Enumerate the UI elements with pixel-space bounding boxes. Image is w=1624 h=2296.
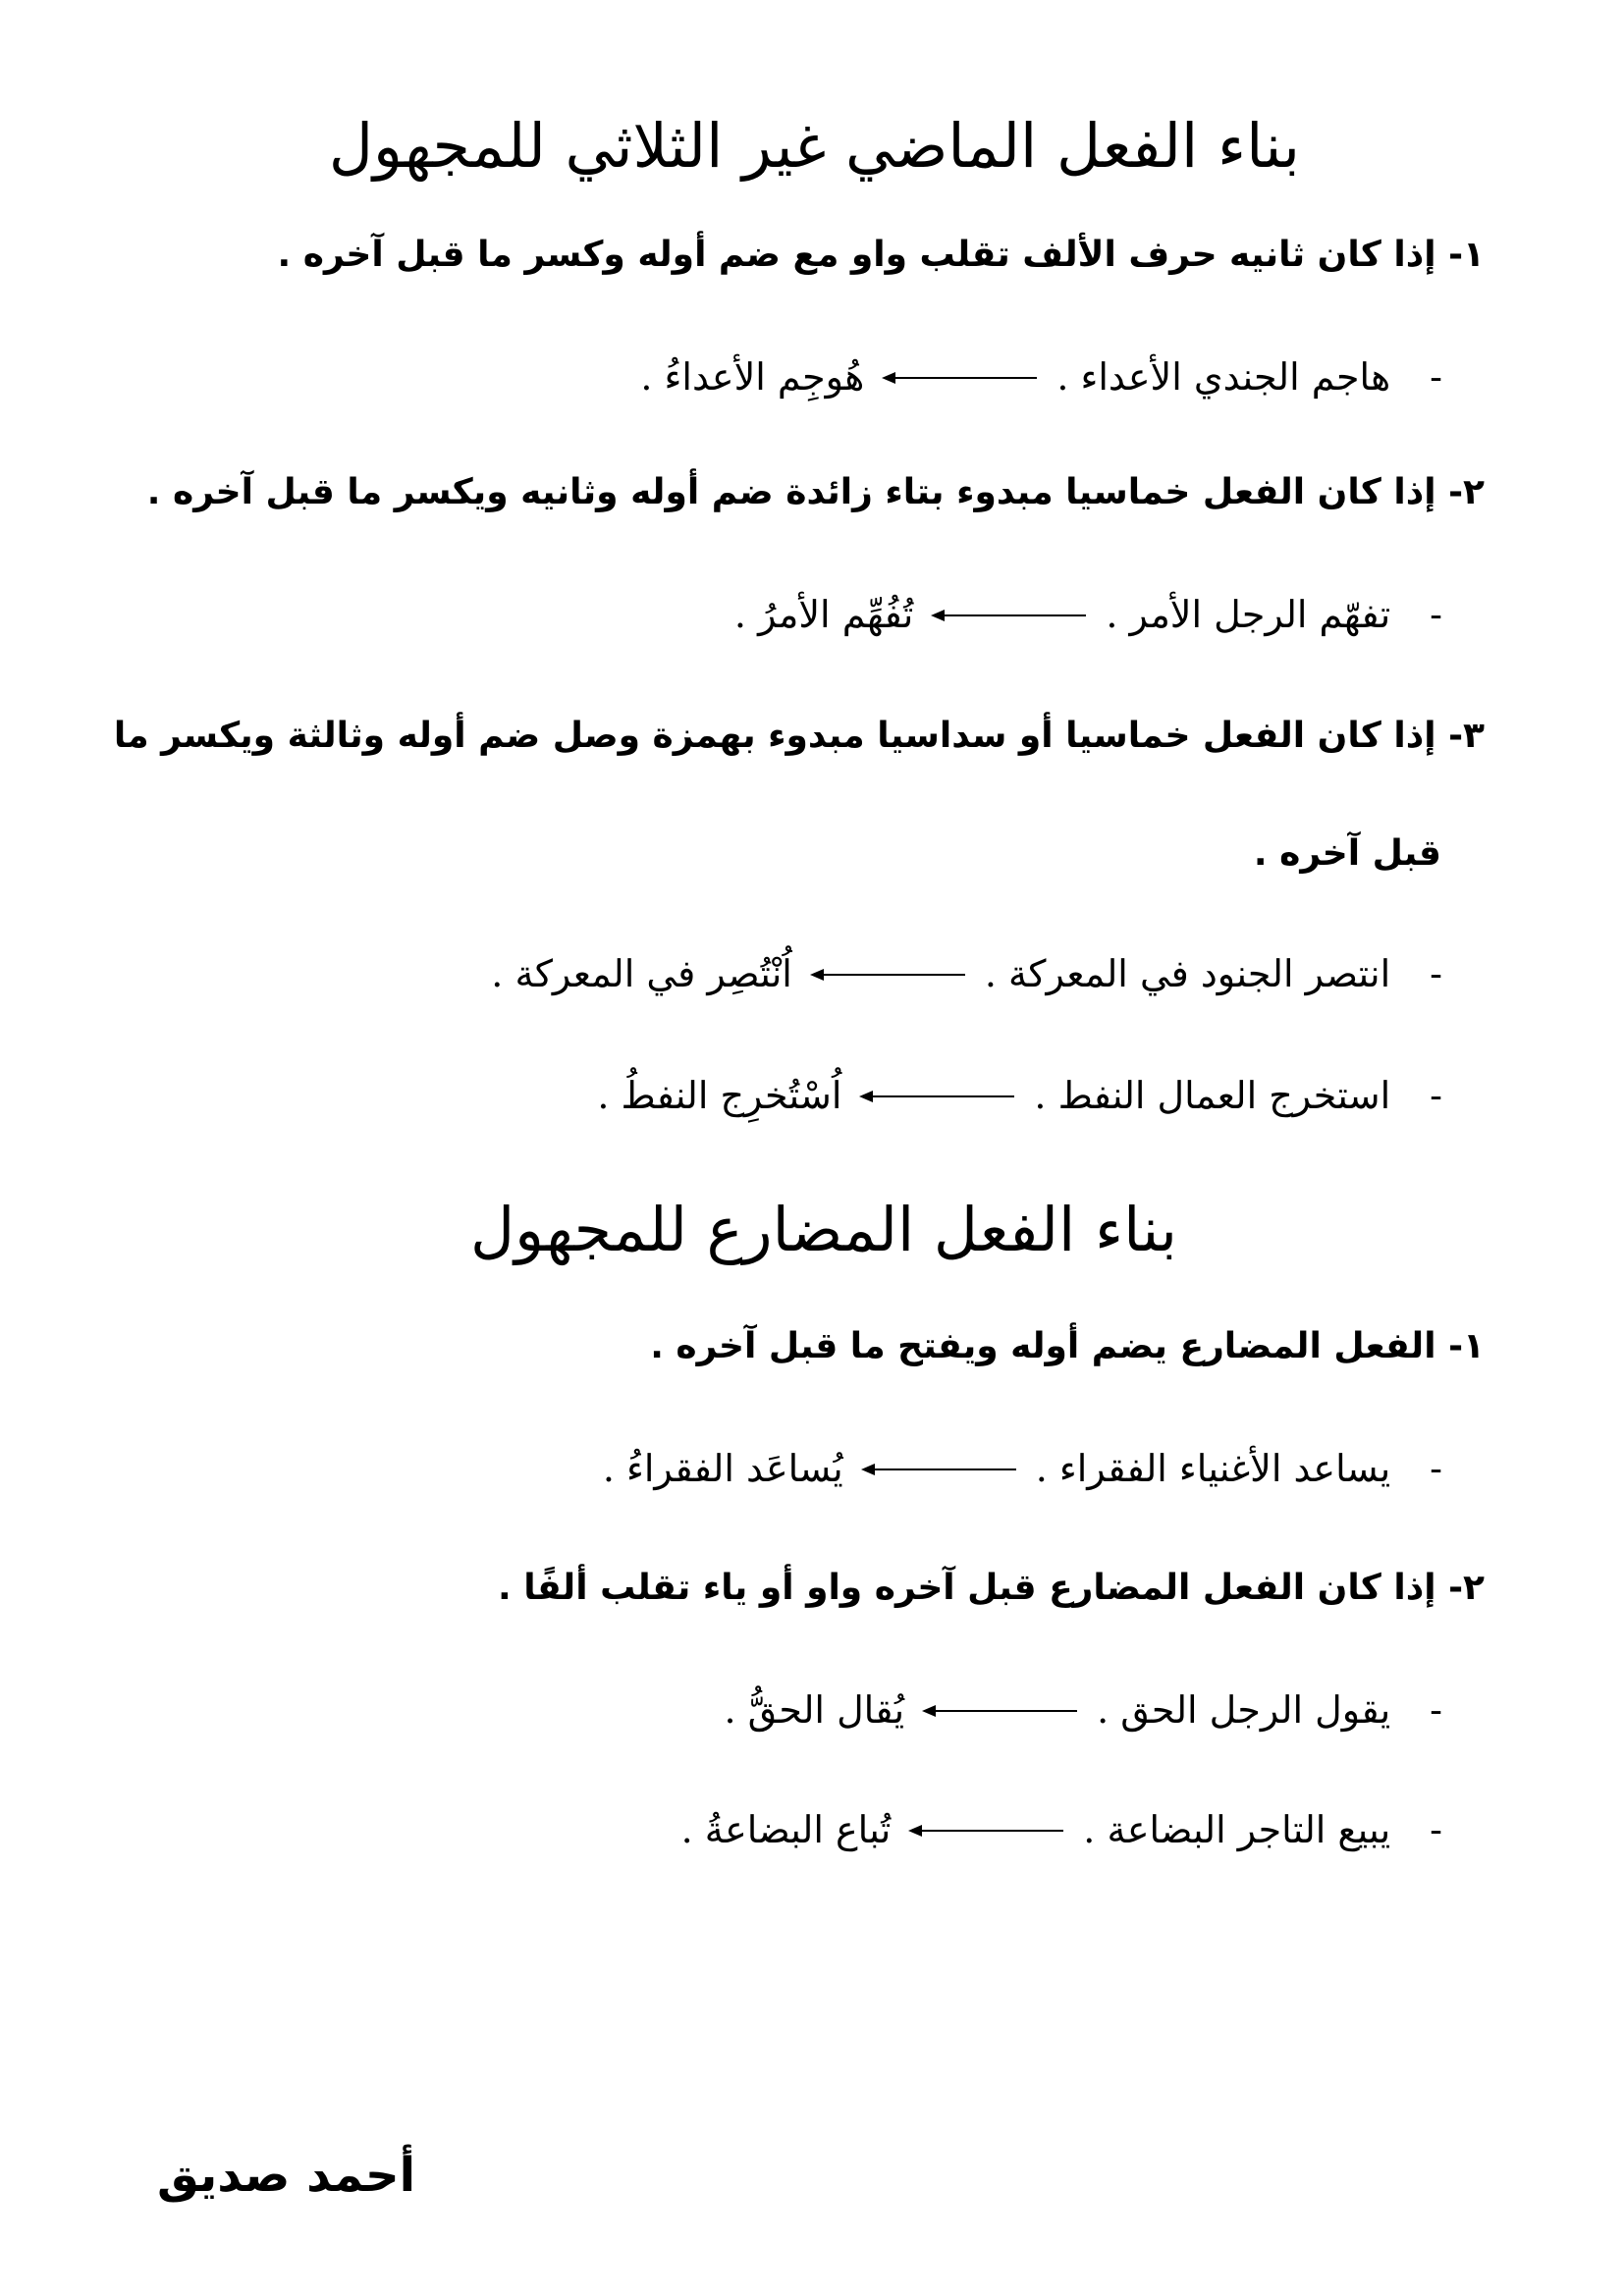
left-arrow-icon: [922, 1703, 1079, 1719]
left-arrow-icon: [882, 370, 1039, 386]
rule-text: ٢- إذا كان الفعل خماسيا مبدوء بتاء زائدة ضم أوله وثانيه ويكسر ما قبل آخره .: [146, 472, 1485, 512]
passive-sentence: تُباع البضاعةُ .: [680, 1808, 892, 1851]
example-row: [491, 952, 1442, 997]
example-row: [724, 1688, 1442, 1734]
example-row: [681, 1808, 1442, 1853]
example-row: [597, 1074, 1442, 1119]
bullet-dash: -: [1430, 952, 1442, 995]
passive-sentence: اُسْتُخرِج النفطُ .: [597, 1074, 842, 1117]
rule-text-continued: قبل آخره .: [1253, 833, 1441, 874]
active-sentence: هاجم الجندي الأعداء .: [1056, 355, 1391, 399]
section-title-past: بناء الفعل الماضي غير الثلاثي للمجهول: [328, 110, 1300, 182]
author-signature: أحمد صديق: [157, 2148, 416, 2203]
active-sentence: يقول الرجل الحق .: [1097, 1688, 1391, 1732]
rule-text: ١- إذا كان ثانيه حرف الألف تقلب واو مع ضم أوله وكسر ما قبل آخره .: [277, 235, 1485, 275]
left-arrow-icon: [931, 608, 1088, 623]
example-row: [603, 1447, 1442, 1492]
passive-sentence: يُساعَد الفقراءُ .: [602, 1447, 843, 1490]
bullet-dash: -: [1430, 1447, 1442, 1490]
active-sentence: تفهّم الرجل الأمر .: [1106, 593, 1391, 636]
bullet-dash: -: [1430, 593, 1442, 636]
passive-sentence: اُنْتُصِر في المعركة .: [491, 952, 792, 995]
example-row: [734, 593, 1442, 638]
active-sentence: استخرج العمال النفط .: [1034, 1074, 1391, 1117]
rule-text: ٣- إذا كان الفعل خماسيا أو سداسيا مبدوء بهمزة وصل ضم أوله وثالثة ويكسر ما: [113, 716, 1485, 756]
rule-text: ٢- إذا كان الفعل المضارع قبل آخره واو أو ياء تقلب ألفًا .: [498, 1568, 1485, 1608]
section-title-present: بناء الفعل المضارع للمجهول: [470, 1194, 1177, 1265]
active-sentence: يبيع التاجر البضاعة .: [1083, 1808, 1391, 1851]
bullet-dash: -: [1430, 1688, 1442, 1732]
left-arrow-icon: [908, 1823, 1065, 1839]
passive-sentence: يُقال الحقُّ .: [724, 1688, 905, 1732]
example-row: [640, 355, 1442, 400]
bullet-dash: -: [1430, 1808, 1442, 1851]
passive-sentence: تُفُهِّم الأمرُ .: [733, 593, 914, 636]
left-arrow-icon: [861, 1462, 1018, 1477]
rule-text: ١- الفعل المضارع يضم أوله ويفتح ما قبل آخره .: [650, 1326, 1485, 1366]
active-sentence: يساعد الأغنياء الفقراء .: [1035, 1447, 1391, 1490]
active-sentence: انتصر الجنود في المعركة .: [984, 952, 1391, 995]
left-arrow-icon: [859, 1089, 1016, 1104]
passive-sentence: هُوجِم الأعداءُ .: [640, 355, 865, 399]
left-arrow-icon: [810, 967, 967, 983]
bullet-dash: -: [1430, 355, 1442, 399]
bullet-dash: -: [1430, 1074, 1442, 1117]
